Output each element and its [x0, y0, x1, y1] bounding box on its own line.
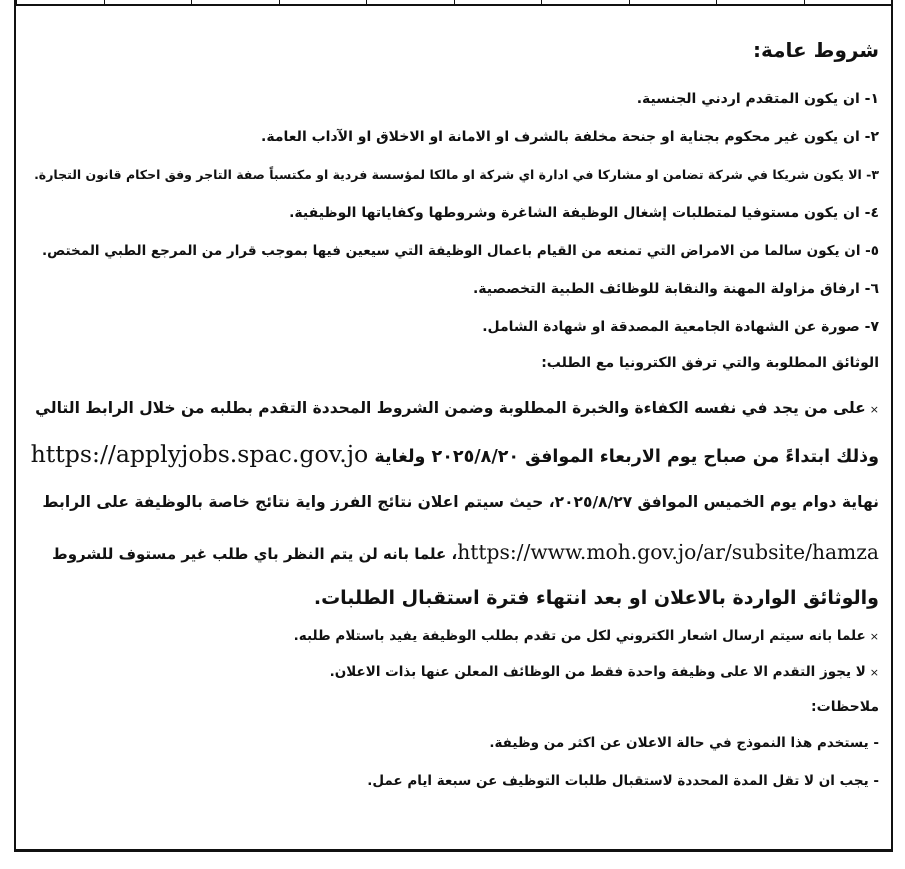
bullet-mark: × — [869, 666, 879, 679]
remark-2: - يجب ان لا تقل المدة المحددة لاستقبال طلبات التوظيف عن سبعة ايام عمل. — [367, 773, 879, 789]
documents-title: الوثائق المطلوبة والتي ترفق الكترونيا مع الطلب: — [541, 355, 879, 371]
condition-6: ٦- ارفاق مزاولة المهنة والنقابة للوظائف الطبية التخصصية. — [472, 281, 879, 297]
remarks-title: ملاحظات: — [811, 699, 879, 715]
note-2: ×لا يجوز التقدم الا على وظيفة واحدة فقط من الوظائف المعلن عنها بذات الاعلان. — [329, 664, 879, 680]
bullet-mark: × — [869, 403, 879, 416]
condition-7: ٧- صورة عن الشهادة الجامعية المصدقة او شهادة الشامل. — [482, 319, 879, 335]
bottom-rule — [14, 849, 893, 852]
remark-1: - يستخدم هذا النموذج في حالة الاعلان عن اكثر من وظيفة. — [489, 735, 879, 751]
condition-1: ١- ان يكون المتقدم اردني الجنسية. — [636, 91, 879, 107]
main-paragraph-line-1: ×على من يجد في نفسه الكفاءة والخبرة المطلوبة وضمن الشروط المحددة التقدم بطلبه من خلال الرابط التالي — [35, 399, 879, 417]
main-paragraph-line-3: نهاية دوام يوم الخميس الموافق ٢٠٢٥/٨/٢٧، حيث سيتم اعلان نتائج الفرز واية نتائج خاصة بالوظيفة على الرابط — [42, 493, 879, 511]
apply-jobs-link[interactable]: https://applyjobs.spac.gov.jo — [30, 440, 369, 468]
top-table-edge — [16, 0, 891, 6]
condition-3: ٣- الا يكون شريكا في شركة تضامن او مشاركا في ادارة اي شركة او مالكا لمؤسسة فردية او مكتسباً صفة التاجر وفق احكام قانون التجارة. — [34, 167, 879, 182]
condition-5: ٥- ان يكون سالما من الامراض التي تمنعه من القيام باعمال الوظيفة التي سيعين فيها بموجب قرار من المرجع الطبي المختص. — [41, 243, 879, 259]
condition-4: ٤- ان يكون مستوفيا لمتطلبات إشغال الوظيفة الشاغرة وشروطها وكفاياتها الوظيفية. — [289, 205, 879, 221]
condition-2: ٢- ان يكون غير محكوم بجناية او جنحة مخلفة بالشرف او الامانة او الاخلاق او الآداب العامة. — [261, 129, 879, 145]
note-1: ×علما بانه سيتم ارسال اشعار الكتروني لكل من تقدم بطلب الوظيفة يفيد باستلام طلبه. — [293, 628, 879, 644]
main-paragraph-line-5: والوثائق الواردة بالاعلان او بعد انتهاء فترة استقبال الطلبات. — [313, 587, 879, 609]
bullet-mark: × — [869, 630, 879, 643]
main-paragraph-line-4: https://www.moh.gov.jo/ar/subsite/hamza، علما بانه لن يتم النظر باي طلب غير مستوف للشروط — [52, 540, 879, 564]
section-heading: شروط عامة: — [753, 38, 879, 62]
announcement-body — [28, 30, 879, 800]
moh-results-link[interactable]: https://www.moh.gov.jo/ar/subsite/hamza — [457, 540, 879, 564]
main-paragraph-line-2: وذلك ابتداءً من صباح يوم الاربعاء الموافق ٢٠٢٥/٨/٢٠ ولغاية https://applyjobs.spac.gov.jo — [30, 440, 879, 468]
